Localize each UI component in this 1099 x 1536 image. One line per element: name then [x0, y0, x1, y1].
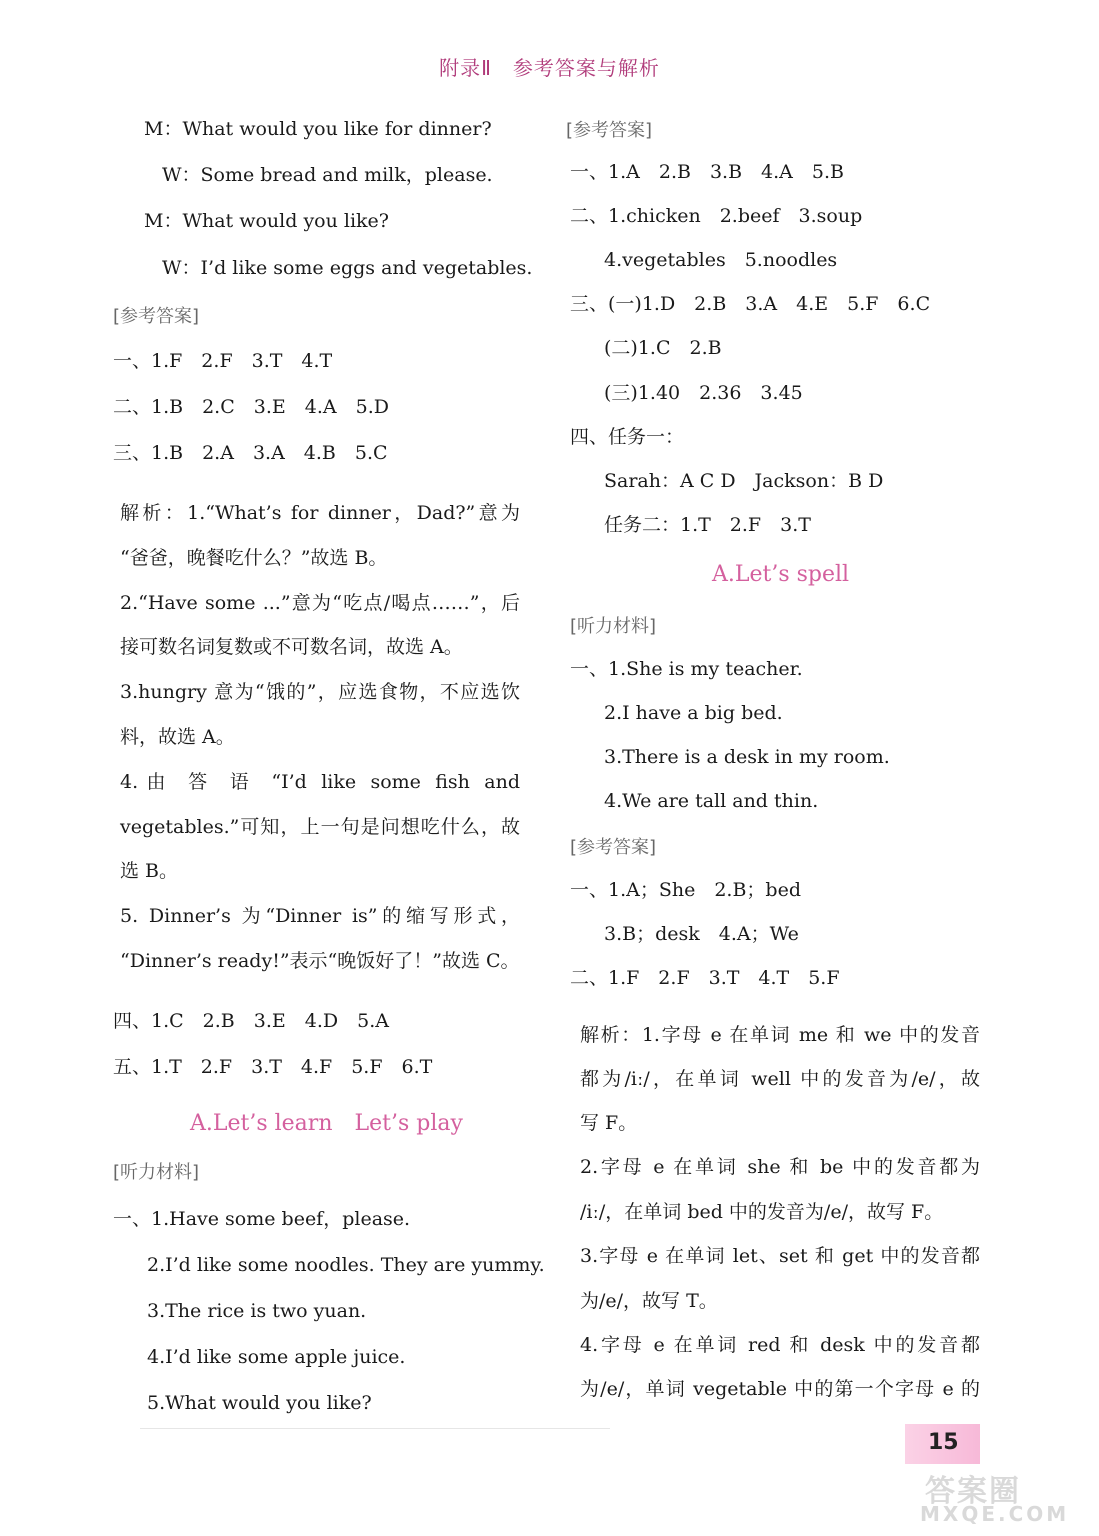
answer-line: 三、(一)1.D 2.B 3.A 4.E 5.F 6.C — [570, 293, 931, 315]
dialog-line: W：I’d like some eggs and vegetables. — [162, 257, 533, 279]
explanation-line: 为/e/，故写 T。 — [580, 1290, 718, 1312]
answer-line: 四、任务一： — [570, 426, 685, 448]
listening-line: 2.I’d like some noodles. They are yummy. — [147, 1254, 545, 1276]
dialog-line: M：What would you like? — [144, 210, 389, 232]
watermark-logo: 答案圈 — [925, 1474, 1021, 1509]
answer-line: 一、1.A；She 2.B；bed — [570, 879, 802, 901]
divider — [140, 1428, 610, 1429]
answer-line: Sarah：A C D Jackson：B D — [604, 470, 884, 492]
answer-line: 二、1.B 2.C 3.E 4.A 5.D — [113, 396, 389, 418]
section-title: A.Let’s learn Let’s play — [190, 1111, 463, 1136]
explanation-line: 2.“Have some ...”意为“吃点/喝点……”，后 — [120, 592, 520, 614]
explanation-line: 3.hungry 意为“饿的”，应选食物，不应选饮 — [120, 681, 520, 703]
answer-tag: [参考答案] — [566, 120, 653, 141]
explanation-line: 为/e/，单词 vegetable 中的第一个字母 e 的 — [580, 1378, 980, 1400]
page-header: 附录Ⅱ 参考答案与解析 — [439, 56, 660, 80]
listening-tag: [听力材料] — [113, 1162, 200, 1183]
answer-line: (二)1.C 2.B — [604, 337, 722, 359]
watermark-url: MXQE.COM — [920, 1502, 1070, 1526]
explanation-line: 接可数名词复数或不可数名词，故选 A。 — [120, 636, 463, 658]
explanation-line: 4.由 答 语 “I’d like some fish and — [120, 771, 520, 793]
answer-line: 四、1.C 2.B 3.E 4.D 5.A — [113, 1010, 389, 1032]
explanation-line: “爸爸，晚餐吃什么？”故选 B。 — [120, 547, 388, 569]
listening-tag: [听力材料] — [570, 616, 657, 637]
section-title: A.Let’s spell — [712, 562, 850, 587]
dialog-line: W：Some bread and milk，please. — [162, 164, 493, 186]
answer-line: 二、1.chicken 2.beef 3.soup — [570, 205, 863, 227]
explanation-line: 2.字母 e 在单词 she 和 be 中的发音都为 — [580, 1156, 980, 1178]
explanation-line: 4.字母 e 在单词 red 和 desk 中的发音都 — [580, 1334, 980, 1356]
listening-line: 4.I’d like some apple juice. — [147, 1346, 406, 1368]
explanation-line: 3.字母 e 在单词 let、set 和 get 中的发音都 — [580, 1245, 980, 1267]
explanation-line: 解析：1.字母 e 在单词 me 和 we 中的发音 — [580, 1024, 980, 1046]
answer-line: 一、1.F 2.F 3.T 4.T — [113, 350, 333, 372]
dialog-line: M：What would you like for dinner? — [144, 118, 492, 140]
explanation-line: “Dinner’s ready!”表示“晚饭好了！”故选 C。 — [120, 950, 520, 972]
answer-line: 一、1.A 2.B 3.B 4.A 5.B — [570, 161, 844, 183]
explanation-line: 料，故选 A。 — [120, 726, 235, 748]
explanation-line: 选 B。 — [120, 860, 179, 882]
explanation-line: 解析：1.“What’s for dinner，Dad?”意为 — [120, 502, 520, 524]
page-number: 15 — [928, 1430, 959, 1455]
answer-line: 五、1.T 2.F 3.T 4.F 5.F 6.T — [113, 1056, 433, 1078]
answer-line: 3.B；desk 4.A；We — [604, 923, 799, 945]
explanation-line: /iː/，在单词 bed 中的发音为/e/，故写 F。 — [580, 1201, 944, 1223]
answer-line: 二、1.F 2.F 3.T 4.T 5.F — [570, 967, 840, 989]
listening-line: 一、1.Have some beef，please. — [113, 1208, 411, 1230]
listening-line: 3.There is a desk in my room. — [604, 746, 890, 768]
listening-line: 2.I have a big bed. — [604, 702, 783, 724]
answer-tag: [参考答案] — [570, 837, 657, 858]
listening-line: 5.What would you like? — [147, 1392, 372, 1414]
answer-line: 任务二：1.T 2.F 3.T — [604, 514, 811, 536]
answer-line: 4.vegetables 5.noodles — [604, 249, 838, 271]
answer-line: (三)1.40 2.36 3.45 — [604, 382, 803, 404]
explanation-line: vegetables.”可知，上一句是问想吃什么，故 — [120, 816, 520, 838]
answer-line: 三、1.B 2.A 3.A 4.B 5.C — [113, 442, 388, 464]
explanation-line: 都为/iː/，在单词 well 中的发音为/e/，故 — [580, 1068, 980, 1090]
listening-line: 3.The rice is two yuan. — [147, 1300, 367, 1322]
explanation-line: 5. Dinner’s 为“Dinner is”的缩写形式， — [120, 905, 520, 927]
listening-line: 4.We are tall and thin. — [604, 790, 819, 812]
answer-tag: [参考答案] — [113, 306, 200, 327]
listening-line: 一、1.She is my teacher. — [570, 658, 803, 680]
explanation-line: 写 F。 — [580, 1112, 638, 1134]
